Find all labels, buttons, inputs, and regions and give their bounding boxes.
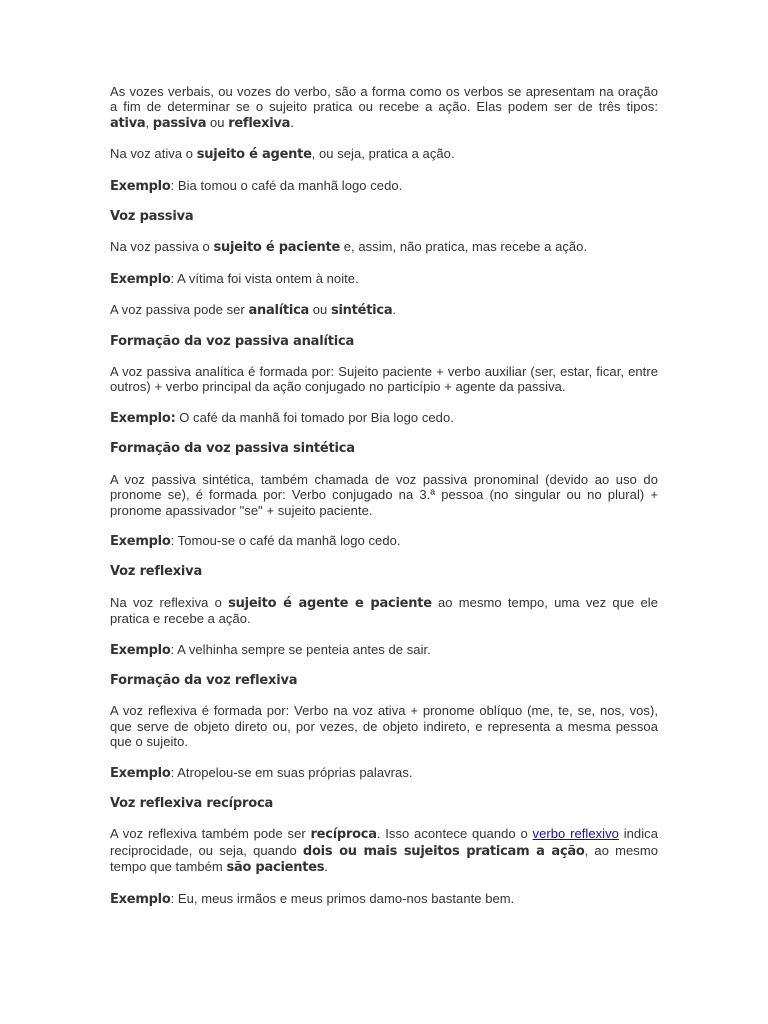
text: ao mesmo tempo, uma vez que ele pratica e recebe a ação.: [110, 594, 658, 627]
text: Na voz passiva o: [110, 239, 214, 255]
example-label: Exemplo: [110, 642, 171, 658]
example-label: Exemplo: [110, 765, 171, 781]
example-label: Exemplo: [110, 271, 171, 287]
example-text: : A vítima foi vista ontem à noite.: [170, 270, 359, 286]
example-label: Exemplo: [110, 178, 171, 194]
heading-passiva-analitica: Formação da voz passiva analítica: [110, 333, 355, 349]
text: , ou seja, pratica a ação.: [311, 146, 455, 162]
text: .: [290, 114, 294, 130]
text: , ao mesmo tempo que também: [110, 842, 658, 875]
bold-term: sintética: [330, 303, 393, 319]
example-text: O café da manhã foi tomado por Bia logo cedo.: [175, 409, 454, 425]
bold-term: dois ou mais sujeitos praticam a ação: [302, 843, 585, 859]
example-text: : A velhinha sempre se penteia antes de sair.: [170, 641, 431, 657]
text: As vozes verbais, ou vozes do verbo, são a forma como os verbos se apresentam na oração a fim de determinar se o sujeito pratica ou recebe a ação. Elas podem ser de três tipos:: [110, 84, 658, 115]
text: ,: [145, 114, 153, 130]
example-text: : Eu, meus irmãos e meus primos damo-nos bastante bem.: [170, 890, 515, 906]
bold-term: sujeito é paciente: [213, 240, 341, 256]
text: .: [324, 859, 328, 875]
example-text: : Tomou-se o café da manhã logo cedo.: [170, 532, 401, 548]
passiva-definition: [110, 239, 658, 255]
example-text: : Atropelou-se em suas próprias palavras.: [170, 764, 413, 780]
bold-term: recíproca: [310, 827, 377, 843]
example-label: Exemplo:: [110, 410, 176, 426]
bold-term: são pacientes: [226, 860, 325, 876]
sintetica-example: [110, 533, 658, 549]
text: . Isso acontece quando o: [376, 826, 533, 842]
text: e, assim, não pratica, mas recebe a ação.: [340, 239, 588, 255]
passiva-example: [110, 271, 658, 287]
term-passiva: passiva: [152, 115, 207, 131]
passiva-types: [110, 302, 658, 318]
text: indica reciprocidade, ou seja, quando: [110, 826, 658, 858]
analitica-definition: A voz passiva analítica é formada por: Sujeito paciente + verbo auxiliar (ser, estar, ficar, entre outros) + verbo principal da ação conjugado no particípio + agente da passiva.: [110, 364, 658, 395]
bold-term: analítica: [248, 303, 310, 319]
bold-term: sujeito é agente: [196, 147, 312, 163]
text: A voz reflexiva também pode ser: [110, 826, 311, 842]
analitica-example: [110, 410, 658, 426]
heading-voz-reflexiva: Voz reflexiva: [110, 564, 203, 580]
bold-term: sujeito é agente e paciente: [228, 595, 432, 611]
text: Na voz reflexiva o: [110, 594, 229, 610]
example-label: Exemplo: [110, 533, 171, 549]
reflexiva-definition: [110, 595, 658, 627]
formacao-reflexiva-example: [110, 765, 658, 781]
reciproca-example: [110, 891, 658, 907]
ativa-example: [110, 178, 658, 194]
sintetica-definition: A voz passiva sintética, também chamada de voz passiva pronominal (devido ao uso do pronome se), é formada por: Verbo conjugado na 3.ª pessoa (no singular ou no plural) + pronome apassivador "se" + sujeito paciente.: [110, 471, 658, 518]
ativa-definition: [110, 146, 658, 162]
text: ou: [309, 302, 331, 318]
term-reflexiva: reflexiva: [228, 115, 291, 131]
verbo-reflexivo-link[interactable]: verbo reflexivo: [532, 826, 619, 842]
example-label: Exemplo: [110, 891, 171, 907]
formacao-reflexiva-definition: A voz reflexiva é formada por: Verbo na voz ativa + pronome oblíquo (me, te, se, nos, vos), que serve de objeto direto ou, por vezes, de objeto indireto, e representa a mesma pessoa que o sujeito.: [110, 703, 658, 750]
reciproca-definition: [110, 826, 658, 875]
heading-formacao-reflexiva: Formação da voz reflexiva: [110, 672, 298, 688]
heading-passiva-sintetica: Formação da voz passiva sintética: [110, 441, 355, 457]
example-text: : Bia tomou o café da manhã logo cedo.: [170, 177, 403, 193]
text: Na voz ativa o: [110, 146, 197, 162]
text: A voz passiva pode ser: [110, 302, 249, 318]
heading-voz-passiva: Voz passiva: [110, 209, 194, 225]
text: ou: [206, 114, 229, 130]
term-ativa: ativa: [110, 115, 146, 131]
intro-paragraph: [110, 84, 658, 131]
reflexiva-example: [110, 642, 658, 658]
heading-reflexiva-reciproca: Voz reflexiva recíproca: [110, 795, 274, 811]
text: .: [392, 302, 397, 318]
